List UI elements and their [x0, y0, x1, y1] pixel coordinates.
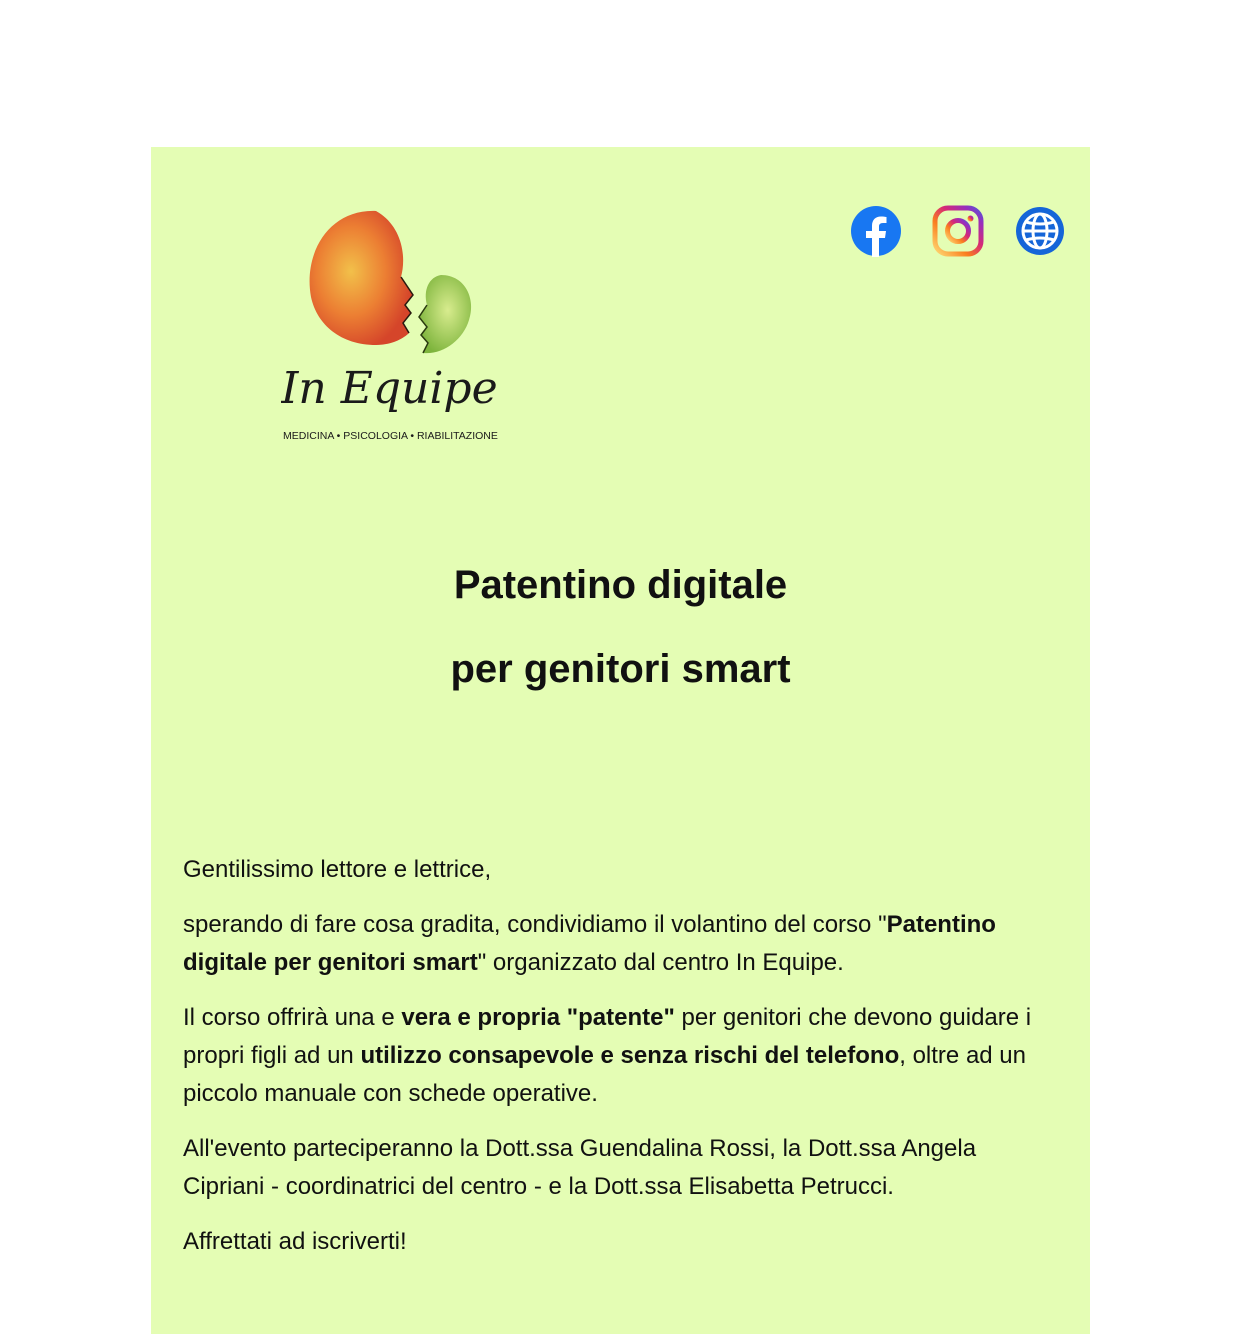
closing-line: Affrettati ad iscriverti!	[183, 1228, 407, 1255]
facebook-link[interactable]	[850, 205, 902, 257]
paragraph-description: Il corso offrirà una e vera e propria "patente" per genitori che devono guidare i propri figli ad un utilizzo consapevole e senza rischi del telefono, oltre ad un piccolo manuale con schede operative.	[183, 1004, 1032, 1107]
title-line-2: per genitori smart	[450, 647, 791, 691]
newsletter-body	[183, 851, 1064, 1278]
title-line-1: Patentino digitale	[453, 563, 788, 607]
globe-icon	[1014, 205, 1066, 257]
greeting: Gentilissimo lettore e lettrice,	[183, 856, 492, 883]
instagram-icon	[932, 205, 984, 257]
paragraph-course: sperando di fare cosa gradita, condividiamo il volantino del corso "Patentino digitale per genitori smart" organizzato dal centro In Equipe.	[183, 911, 996, 976]
logo-tagline: MEDICINA • PSICOLOGIA • RIABILITAZIONE	[283, 430, 498, 442]
website-link[interactable]	[1014, 205, 1066, 257]
in-equipe-logo	[281, 205, 521, 455]
instagram-link[interactable]	[932, 205, 984, 257]
paragraph-speakers: All'evento parteciperanno la Dott.ssa Guendalina Rossi, la Dott.ssa Angela Cipriani - coordinatrici del centro - e la Dott.ssa Elisabetta Petrucci.	[183, 1135, 977, 1200]
newsletter-title	[151, 557, 1090, 725]
logo-name: In Equipe	[281, 363, 498, 414]
newsletter-card	[151, 147, 1090, 1334]
social-links	[850, 205, 1066, 257]
facebook-icon	[850, 205, 902, 257]
